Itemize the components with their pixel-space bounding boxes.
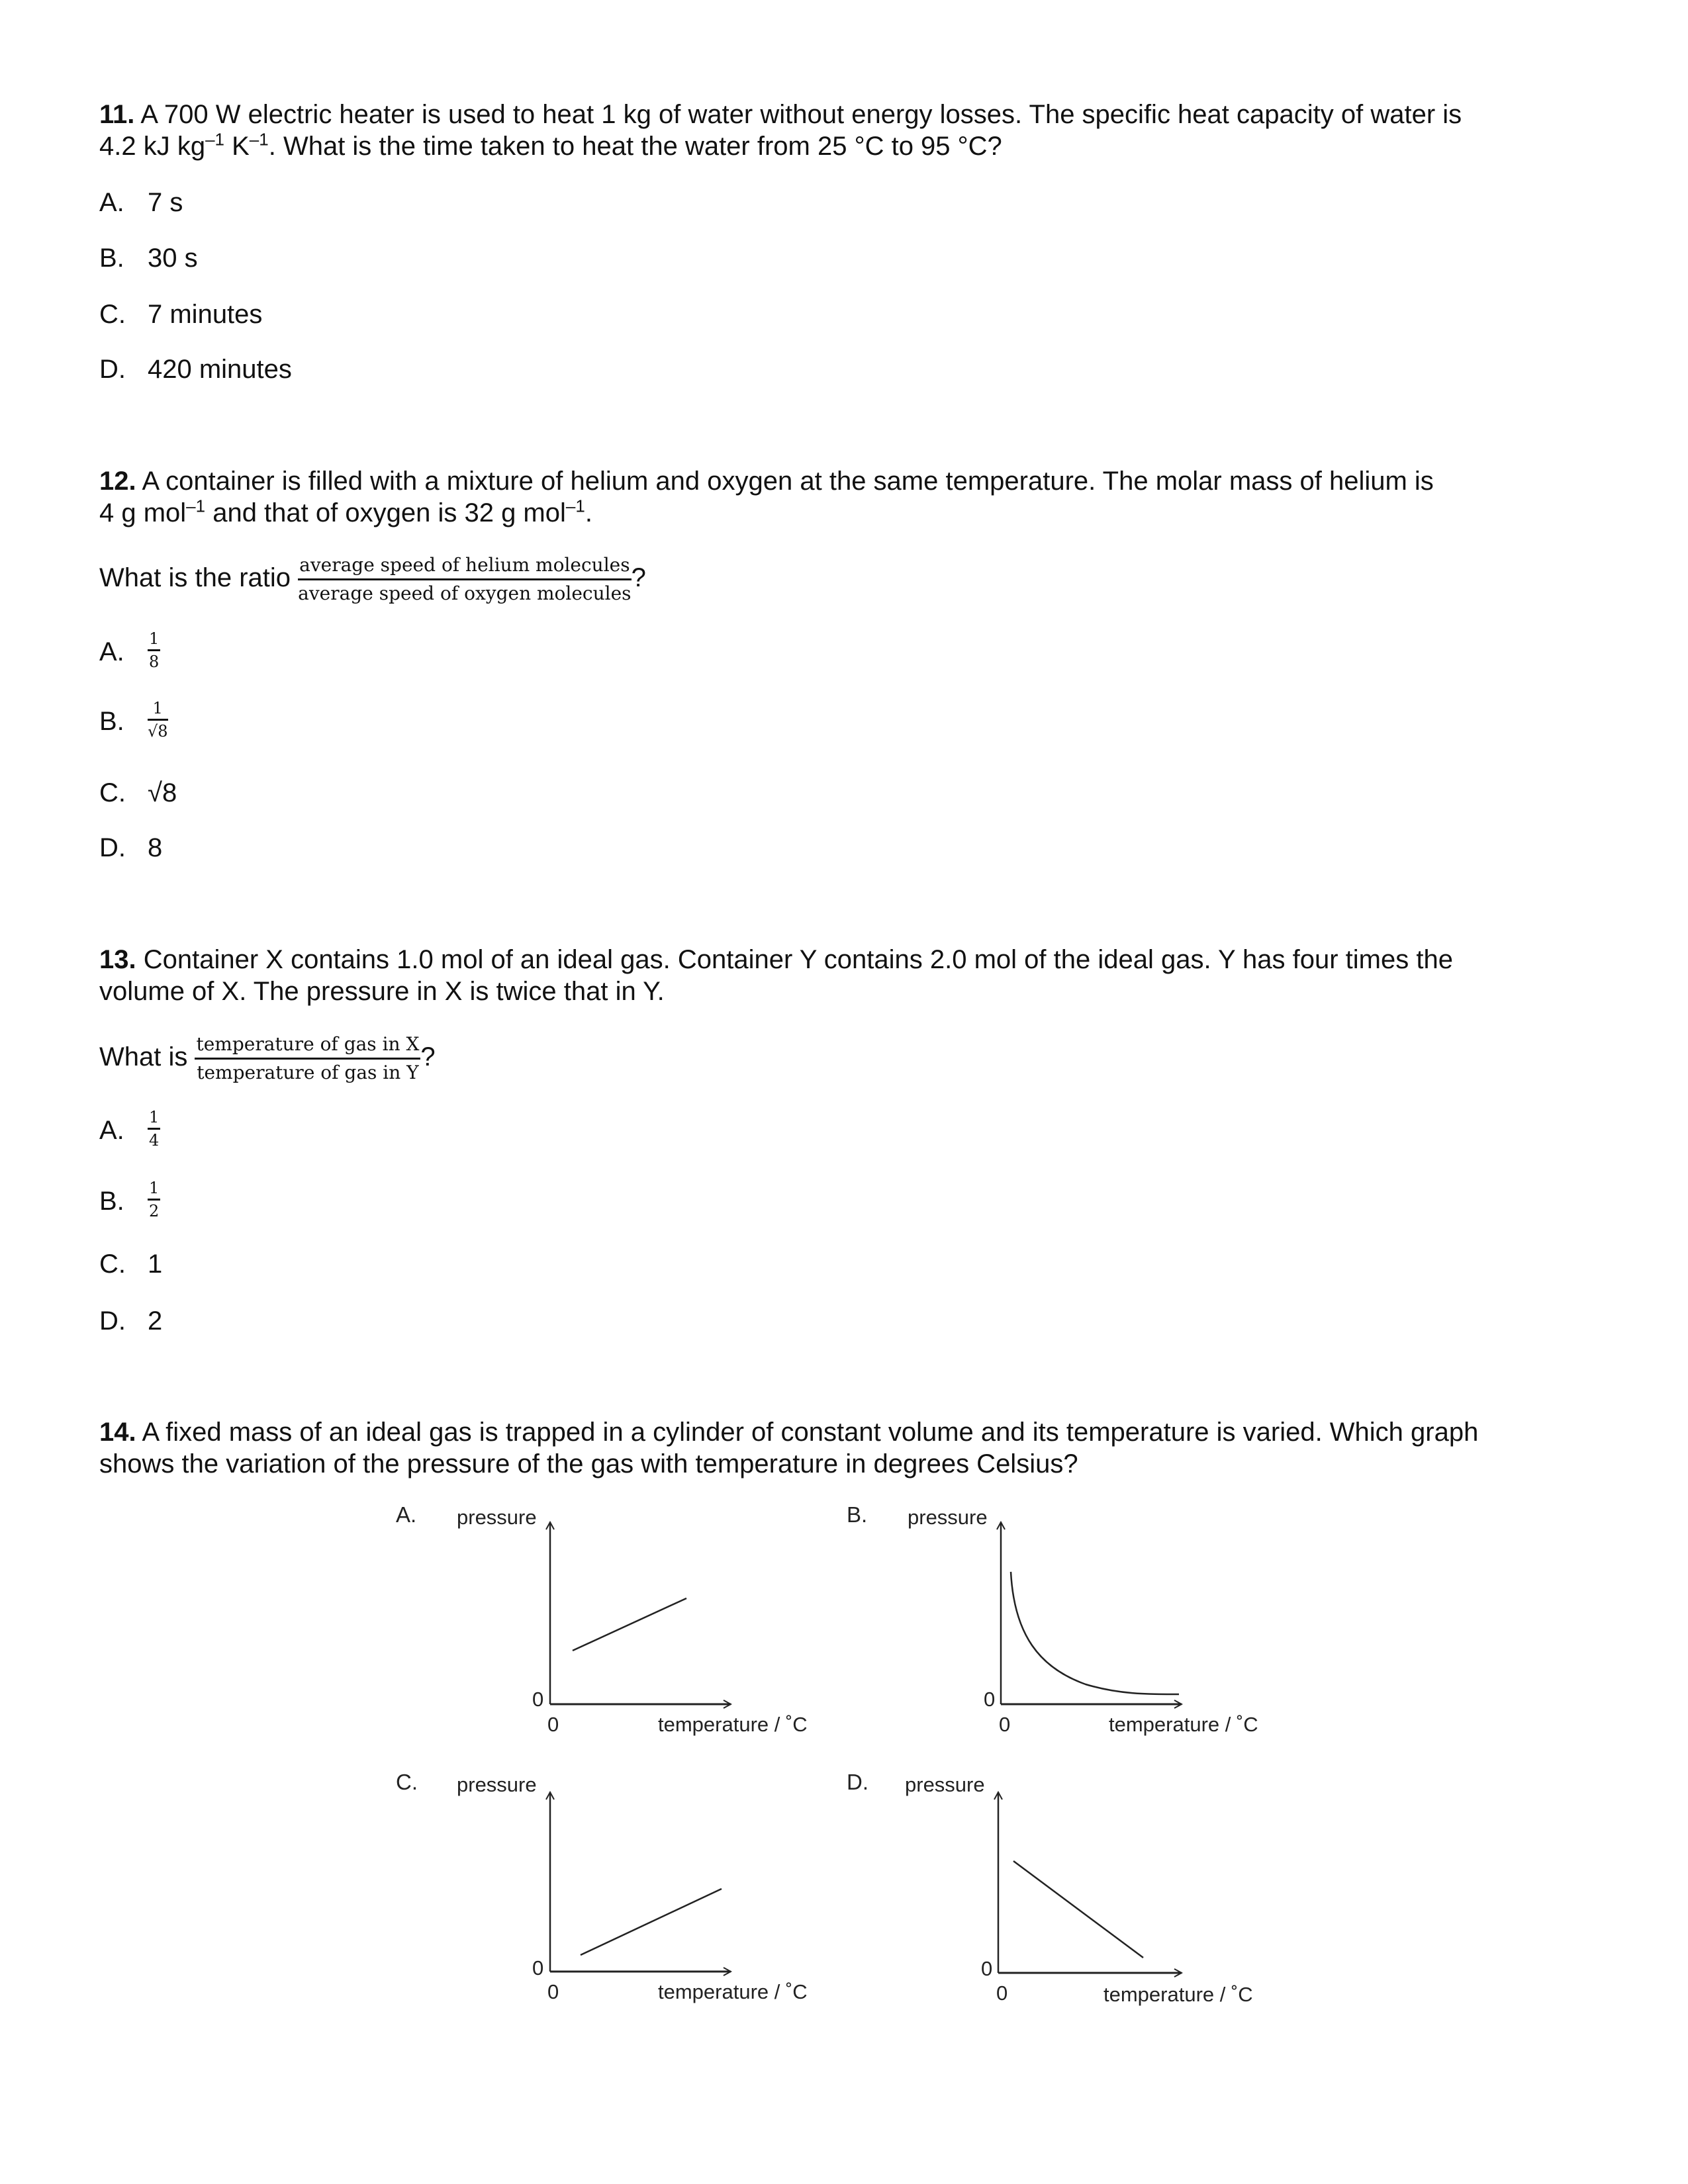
fraction-denominator: temperature of gas in Y — [197, 1062, 419, 1083]
fraction-numerator: 1 — [148, 1177, 160, 1201]
q12-text: 4 g mol — [99, 498, 187, 527]
q14-text: A fixed mass of an ideal gas is trapped in a cylinder of constant volume and its temperature is varied. Which graph — [136, 1418, 1479, 1447]
fraction-numerator: average speed of helium molecules — [298, 552, 631, 580]
graph-letter: B. — [847, 1502, 868, 1527]
q13-stem-line2: volume of X. The pressure in X is twice that in Y. — [99, 977, 665, 1006]
option-text: 7 minutes — [148, 300, 263, 329]
fraction-numerator: 1 — [148, 698, 168, 721]
graph-letter: D. — [847, 1770, 868, 1794]
graph-c[interactable] — [396, 1770, 808, 2003]
option-letter: C. — [99, 1250, 126, 1279]
option-text: 1 — [148, 1250, 163, 1279]
q12-text: and that of oxygen is 32 g mol — [205, 498, 566, 527]
option-letter: B. — [99, 707, 124, 736]
option-text: 8 — [148, 833, 163, 862]
option-letter: A. — [99, 637, 124, 666]
q13-number: 13. — [99, 945, 136, 974]
option-text: 2 — [148, 1306, 163, 1336]
q14-stem-line2: shows the variation of the pressure of the gas with temperature in degrees Celsius? — [99, 1449, 1078, 1479]
graph-curve — [1011, 1572, 1179, 1694]
q11-text: . What is the time taken to heat the water from 25 °C to 95 °C? — [268, 132, 1002, 161]
ratio-suffix: ? — [631, 563, 646, 593]
origin-label-y: 0 — [532, 1956, 544, 1979]
fraction-numerator: temperature of gas in X — [195, 1031, 420, 1060]
y-axis-label: pressure — [457, 1506, 537, 1529]
origin-label-y: 0 — [981, 1957, 993, 1980]
option-text: √8 — [148, 778, 177, 807]
graph-line — [1013, 1861, 1143, 1958]
origin-label-x: 0 — [996, 1981, 1008, 2005]
ratio-prefix: What is — [99, 1042, 195, 1072]
graph-line — [581, 1889, 722, 1955]
fraction-denominator: 8 — [149, 653, 160, 671]
x-axis-label: temperature / ˚C — [1109, 1713, 1258, 1736]
q14-number: 14. — [99, 1418, 136, 1447]
y-axis-label: pressure — [905, 1773, 985, 1796]
origin-label-x: 0 — [547, 1713, 559, 1736]
graph-line — [573, 1598, 686, 1651]
origin-label-y: 0 — [532, 1688, 544, 1711]
fraction-denominator: average speed of oxygen molecules — [298, 582, 632, 604]
option-letter: C. — [99, 778, 126, 807]
q12-number: 12. — [99, 467, 136, 496]
option-letter: D. — [99, 1306, 126, 1336]
q12-sup: –1 — [186, 496, 206, 516]
graph-b[interactable] — [847, 1502, 1258, 1736]
origin-label-y: 0 — [984, 1688, 996, 1711]
option-letter: C. — [99, 300, 126, 329]
x-axis-label: temperature / ˚C — [658, 1980, 808, 2003]
q11-text: A 700 W electric heater is used to heat 1 kg of water without energy losses. The specific heat capacity of water is — [134, 100, 1462, 129]
fraction-denominator: √8 — [148, 722, 168, 741]
option-letter: B. — [99, 1187, 124, 1216]
option-text: 420 minutes — [148, 355, 292, 384]
graph-letter: A. — [396, 1502, 417, 1527]
y-axis-label: pressure — [457, 1773, 537, 1796]
graph-letter: C. — [396, 1770, 418, 1794]
x-axis-label: temperature / ˚C — [658, 1713, 808, 1736]
graph-a[interactable] — [396, 1502, 808, 1736]
q13-text: Container X contains 1.0 mol of an ideal gas. Container Y contains 2.0 mol of the ideal gas. Y has four times the — [136, 945, 1453, 974]
option-text: 30 s — [148, 244, 198, 273]
q11-sup: –1 — [205, 129, 224, 150]
option-text: 7 s — [148, 188, 183, 217]
origin-label-x: 0 — [999, 1713, 1011, 1736]
q12-sup: –1 — [565, 496, 585, 516]
fraction-denominator: 4 — [149, 1131, 160, 1150]
q11-text: K — [224, 132, 250, 161]
q11-number: 11. — [99, 100, 135, 129]
x-axis-label: temperature / ˚C — [1103, 1983, 1253, 2006]
q12-text: . — [585, 498, 592, 527]
option-letter: D. — [99, 355, 126, 384]
ratio-suffix: ? — [420, 1042, 436, 1072]
y-axis-label: pressure — [908, 1506, 988, 1529]
graph-d[interactable] — [847, 1770, 1253, 2006]
ratio-prefix: What is the ratio — [99, 563, 299, 593]
q11-text: 4.2 kJ kg — [99, 132, 206, 161]
q11-sup: –1 — [249, 129, 269, 150]
fraction-denominator: 2 — [149, 1202, 160, 1220]
fraction-numerator: 1 — [148, 1107, 160, 1130]
option-letter: A. — [99, 188, 124, 217]
option-letter: B. — [99, 244, 124, 273]
q12-text: A container is filled with a mixture of helium and oxygen at the same temperature. The molar mass of helium is — [136, 467, 1434, 496]
option-letter: A. — [99, 1116, 124, 1145]
option-letter: D. — [99, 833, 126, 862]
origin-label-x: 0 — [547, 1980, 559, 2003]
fraction-numerator: 1 — [148, 628, 160, 651]
